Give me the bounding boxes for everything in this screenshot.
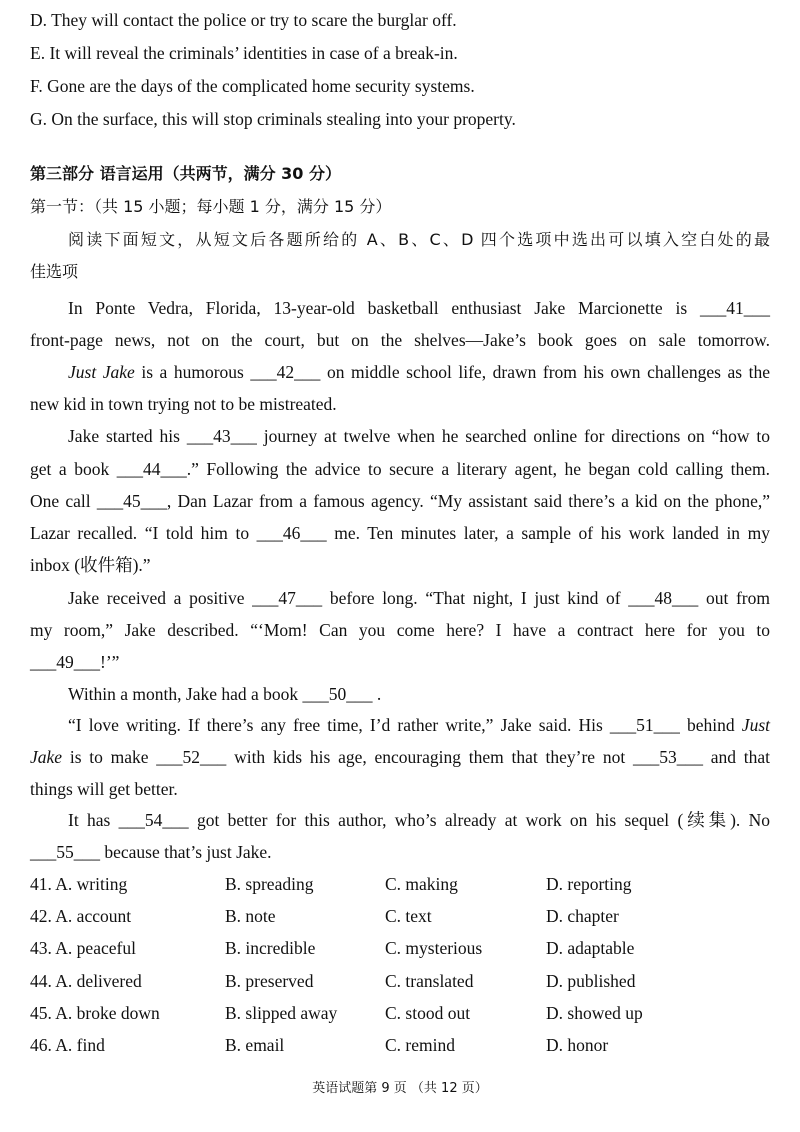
option-42-b: B. note — [225, 906, 276, 927]
option-42-a: 42. A. account — [30, 906, 132, 927]
passage-line: get a book ___44___.” Following the advice to secure a literary agent, he began cold calling them. — [30, 459, 770, 479]
option-41-b: B. spreading — [225, 874, 314, 894]
book-title: Just — [741, 715, 770, 735]
option-44-c: C. translated — [385, 970, 474, 991]
option-46-a: 46. A. find — [30, 1035, 105, 1055]
passage-line: my room,” Jake described. “‘Mom! Can you come here? I have a contract here for you to — [30, 620, 770, 640]
option-46-b: B. email — [225, 1035, 285, 1055]
passage-line: inbox (收件箱).” — [30, 555, 151, 575]
choice-e: E. It will reveal the criminals’ identities in case of a break-in. — [30, 43, 458, 63]
option-44-b: B. preserved — [225, 970, 314, 991]
option-43-b: B. incredible — [225, 938, 316, 959]
option-45-d: D. showed up — [546, 1002, 643, 1023]
passage-line: Jake received a positive ___47___ before long. “That night, I just kind of ___48___ out from — [68, 588, 770, 608]
option-42-d: D. chapter — [546, 906, 619, 927]
subsection-heading: 第一节：（共 15 小题；每小题 1 分，满分 15 分） — [30, 197, 392, 216]
option-45-b: B. slipped away — [225, 1002, 338, 1023]
passage-text: “I love writing. If there’s any free time, I’d rather write,” Jake said. His ___51___ behind — [68, 715, 735, 735]
passage-line: front-page news, not on the court, but on the shelves—Jake’s book goes on sale tomorrow. — [30, 330, 770, 350]
instructions-line: 佳选项 — [30, 262, 79, 281]
passage-line — [68, 714, 770, 736]
book-title: Just Jake — [68, 362, 135, 382]
option-44-d: D. published — [546, 970, 636, 991]
passage-line: One call ___45___, Dan Lazar from a famous agency. “My assistant said there’s a kid on the phone,” — [30, 491, 770, 511]
option-45-c: C. stood out — [385, 1002, 471, 1023]
page-footer: 英语试题第 9 页 （共 12 页） — [312, 1081, 488, 1096]
option-41-d: D. reporting — [546, 874, 632, 894]
choice-d: D. They will contact the police or try to scare the burglar off. — [30, 10, 457, 30]
passage-line: Jake started his ___43___ journey at twelve when he searched online for directions on “how to — [68, 426, 770, 446]
passage-line: things will get better. — [30, 779, 178, 799]
option-41-a: 41. A. writing — [30, 874, 128, 894]
option-43-a: 43. A. peaceful — [30, 938, 136, 959]
passage-text: is a humorous ___42___ on middle school life, drawn from his own challenges as the — [141, 362, 770, 382]
passage-line: ___55___ because that’s just Jake. — [30, 842, 272, 862]
option-43-d: D. adaptable — [546, 938, 635, 959]
option-41-c: C. making — [385, 874, 458, 894]
section-heading: 第三部分 语言运用（共两节，满分 30 分） — [30, 164, 341, 183]
passage-text: is to make ___52___ with kids his age, encouraging them that they’re not ___53___ and that — [69, 747, 770, 767]
passage-line: ___49___!’” — [30, 652, 120, 672]
instructions-line: 阅读下面短文，从短文后各题所给的 A、B、C、D 四个选项中选出可以填入空白处的最 — [68, 230, 770, 249]
option-46-c: C. remind — [385, 1035, 455, 1055]
passage-line: Within a month, Jake had a book ___50___ . — [68, 684, 382, 704]
option-45-a: 45. A. broke down — [30, 1002, 160, 1023]
passage-line — [68, 361, 770, 383]
passage-line: It has ___54___ got better for this author, who’s already at work on his sequel (续集). No — [68, 810, 770, 830]
option-46-d: D. honor — [546, 1035, 609, 1055]
option-43-c: C. mysterious — [385, 938, 483, 959]
book-title: Jake — [30, 747, 63, 767]
passage-line: Lazar recalled. “I told him to ___46___ me. Ten minutes later, a sample of his work landed in my — [30, 523, 770, 543]
passage-line: In Ponte Vedra, Florida, 13-year-old basketball enthusiast Jake Marcionette is ___41___ — [68, 298, 770, 318]
choice-g: G. On the surface, this will stop criminals stealing into your property. — [30, 109, 516, 129]
passage-line: new kid in town trying not to be mistreated. — [30, 394, 337, 414]
option-42-c: C. text — [385, 906, 432, 927]
choice-f: F. Gone are the days of the complicated home security systems. — [30, 76, 475, 96]
passage-line — [30, 746, 770, 768]
option-44-a: 44. A. delivered — [30, 970, 142, 991]
